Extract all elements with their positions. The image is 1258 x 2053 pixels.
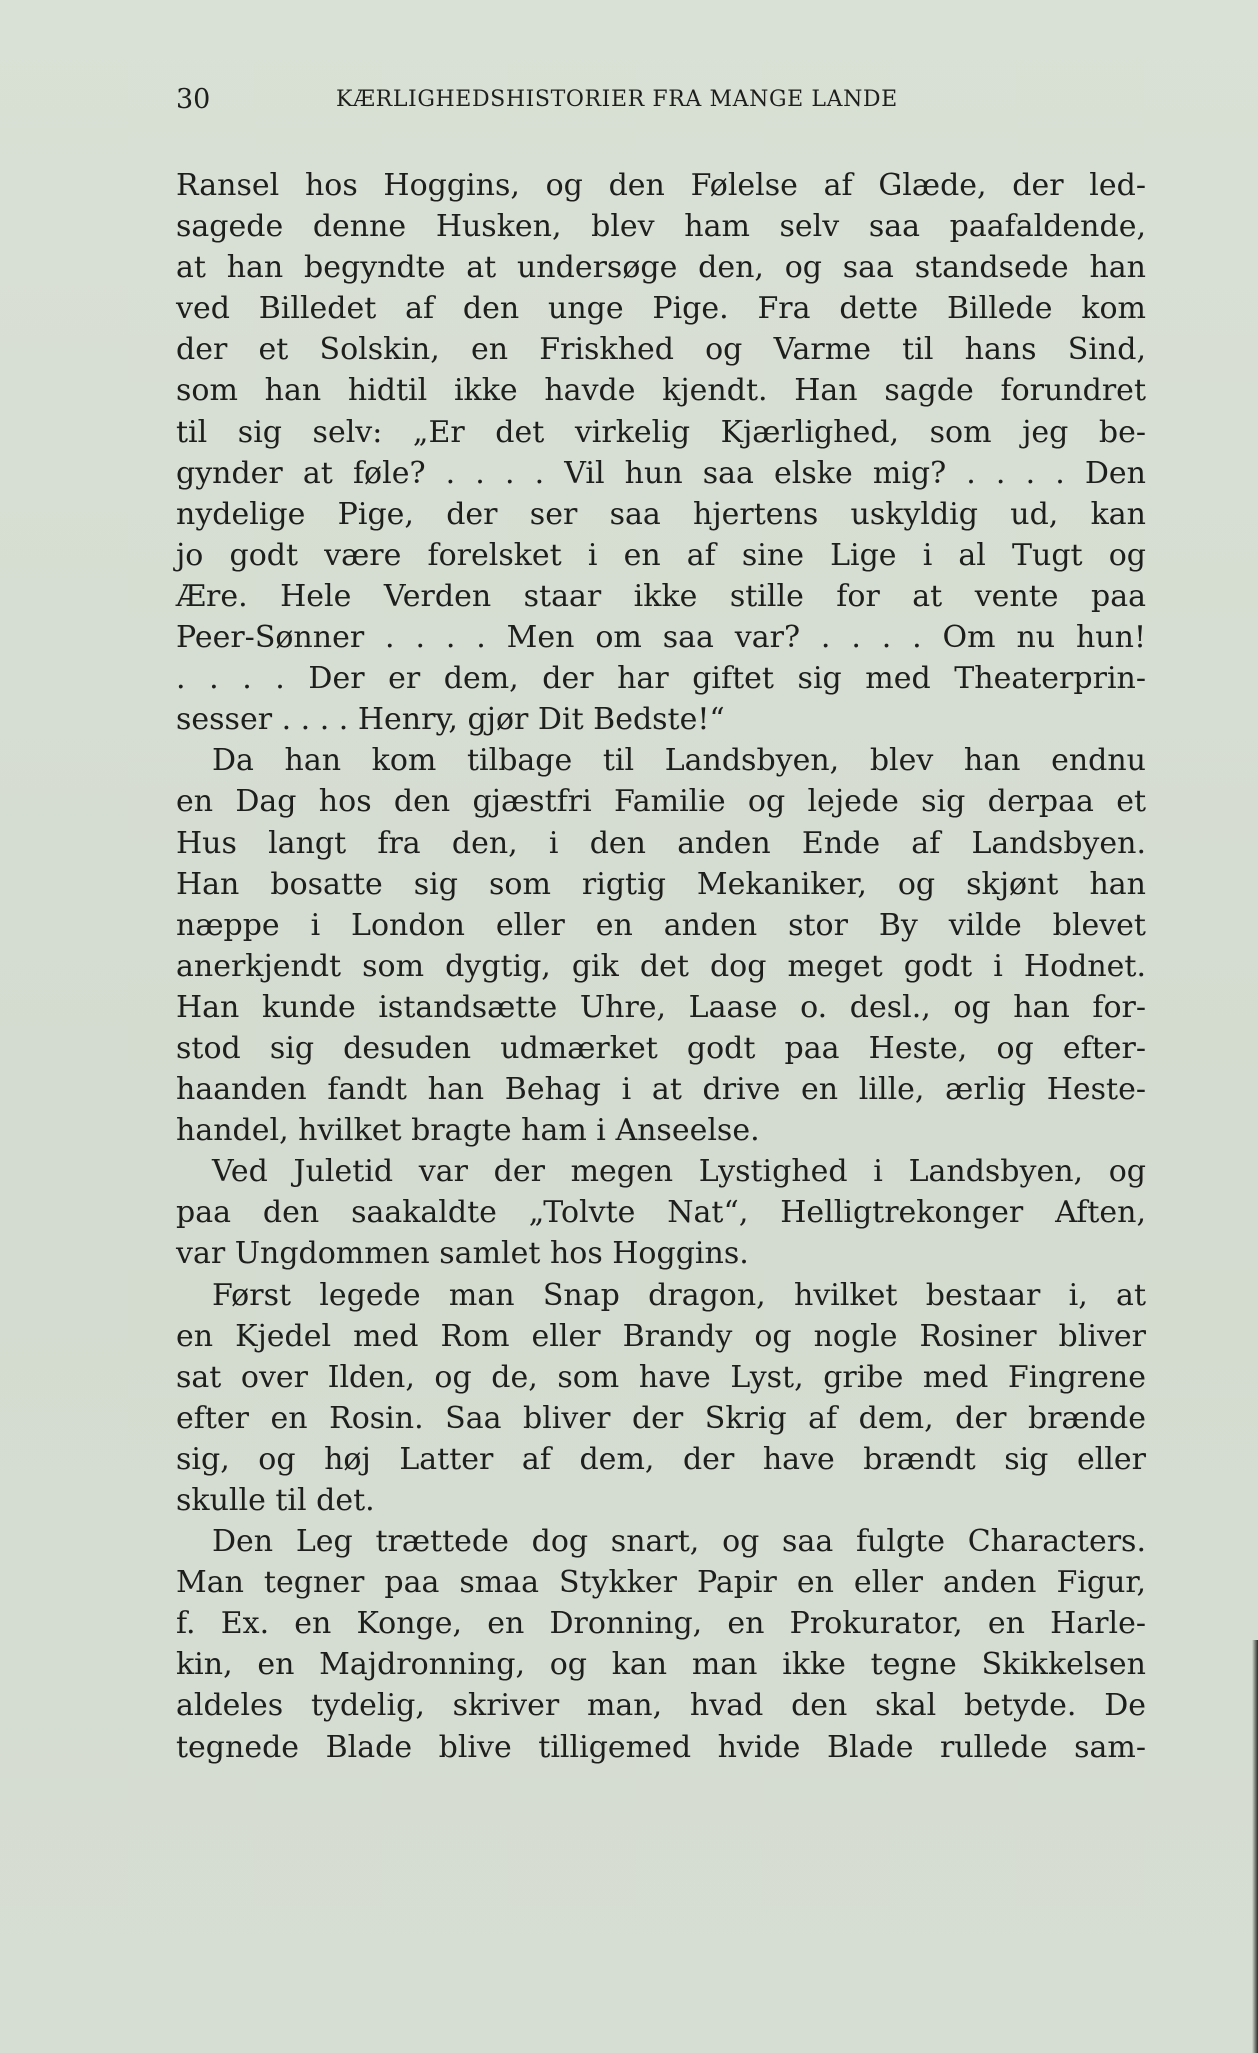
- page-edge-shadow: [1252, 1640, 1258, 2053]
- text-line: haanden fandt han Behag i at drive en lille, ærlig Heste-: [176, 1072, 1146, 1108]
- text-line: sesser . . . . Henry, gjør Dit Bedste!“: [176, 702, 725, 738]
- text-line: Man tegner paa smaa Stykker Papir en eller anden Figur,: [176, 1565, 1146, 1601]
- text-line: kin, en Majdronning, og kan man ikke tegne Skikkelsen: [176, 1647, 1146, 1683]
- text-line: handel, hvilket bragte ham i Anseelse.: [176, 1113, 760, 1149]
- text-line: at han begyndte at undersøge den, og saa standsede han: [176, 250, 1146, 286]
- text-line: Han kunde istandsætte Uhre, Laase o. desl., og han for-: [176, 989, 1146, 1025]
- text-line: skulle til det.: [176, 1483, 375, 1518]
- text-line: som han hidtil ikke havde kjendt. Han sagde forundret: [176, 373, 1146, 409]
- text-line: Han bosatte sig som rigtig Mekaniker, og skjønt han: [176, 866, 1146, 902]
- text-line: aldeles tydelig, skriver man, hvad den skal betyde. De: [176, 1688, 1146, 1724]
- text-line: til sig selv: „Er det virkelig Kjærlighed, som jeg be-: [176, 414, 1146, 450]
- text-line: Ransel hos Hoggins, og den Følelse af Glæde, der led-: [176, 168, 1146, 203]
- paragraph-first-line: Først legede man Snap dragon, hvilket bestaar i, at: [212, 1277, 1146, 1313]
- text-line: efter en Rosin. Saa bliver der Skrig af dem, der brænde: [176, 1400, 1146, 1436]
- paragraph-first-line: Ved Juletid var der megen Lystighed i Landsbyen, og: [212, 1154, 1146, 1190]
- text-line: stod sig desuden udmærket godt paa Heste, og efter-: [176, 1030, 1146, 1066]
- text-line: Peer-Sønner . . . . Men om saa var? . . . . Om nu hun!: [176, 620, 1146, 656]
- text-line: Hus langt fra den, i den anden Ende af Landsbyen.: [176, 825, 1146, 861]
- text-line: f. Ex. en Konge, en Dronning, en Prokurator, en Harle-: [176, 1606, 1146, 1642]
- text-line: gynder at føle? . . . . Vil hun saa elske mig? . . . . Den: [176, 455, 1146, 491]
- text-line: tegnede Blade blive tilligemed hvide Blade rullede sam-: [176, 1729, 1146, 1765]
- text-line: en Dag hos den gjæstfri Familie og lejede sig derpaa et: [176, 784, 1146, 820]
- paragraph-first-line: Den Leg trættede dog snart, og saa fulgte Characters.: [212, 1524, 1146, 1560]
- text-line: anerkjendt som dygtig, gik det dog meget godt i Hodnet.: [176, 948, 1146, 984]
- text-line: nydelige Pige, der ser saa hjertens uskyldig ud, kan: [176, 496, 1146, 532]
- text-line: . . . . Der er dem, der har giftet sig med Theaterprin-: [176, 661, 1146, 697]
- text-line: sat over Ilden, og de, som have Lyst, gribe med Fingrene: [176, 1359, 1146, 1395]
- text-line: sig, og høj Latter af dem, der have brændt sig eller: [176, 1441, 1146, 1477]
- page-header: [176, 82, 1146, 118]
- page-number: 30: [176, 84, 211, 115]
- text-line: sagede denne Husken, blev ham selv saa paafaldende,: [176, 209, 1146, 245]
- text-line: var Ungdommen samlet hos Hoggins.: [176, 1236, 749, 1272]
- text-line: Ære. Hele Verden staar ikke stille for at vente paa: [176, 578, 1146, 614]
- body-text: [176, 165, 1146, 1768]
- running-head: KÆRLIGHEDSHISTORIER FRA MANGE LANDE: [336, 87, 898, 112]
- text-line: der et Solskin, en Friskhed og Varme til hans Sind,: [176, 332, 1146, 368]
- text-line: næppe i London eller en anden stor By vilde blevet: [176, 907, 1146, 943]
- text-line: paa den saakaldte „Tolvte Nat“, Helligtrekonger Aften,: [176, 1195, 1146, 1231]
- paragraph-first-line: Da han kom tilbage til Landsbyen, blev han endnu: [212, 743, 1146, 779]
- text-line: jo godt være forelsket i en af sine Lige i al Tugt og: [176, 537, 1146, 573]
- text-line: en Kjedel med Rom eller Brandy og nogle Rosiner bliver: [176, 1318, 1146, 1354]
- text-line: ved Billedet af den unge Pige. Fra dette Billede kom: [176, 291, 1146, 327]
